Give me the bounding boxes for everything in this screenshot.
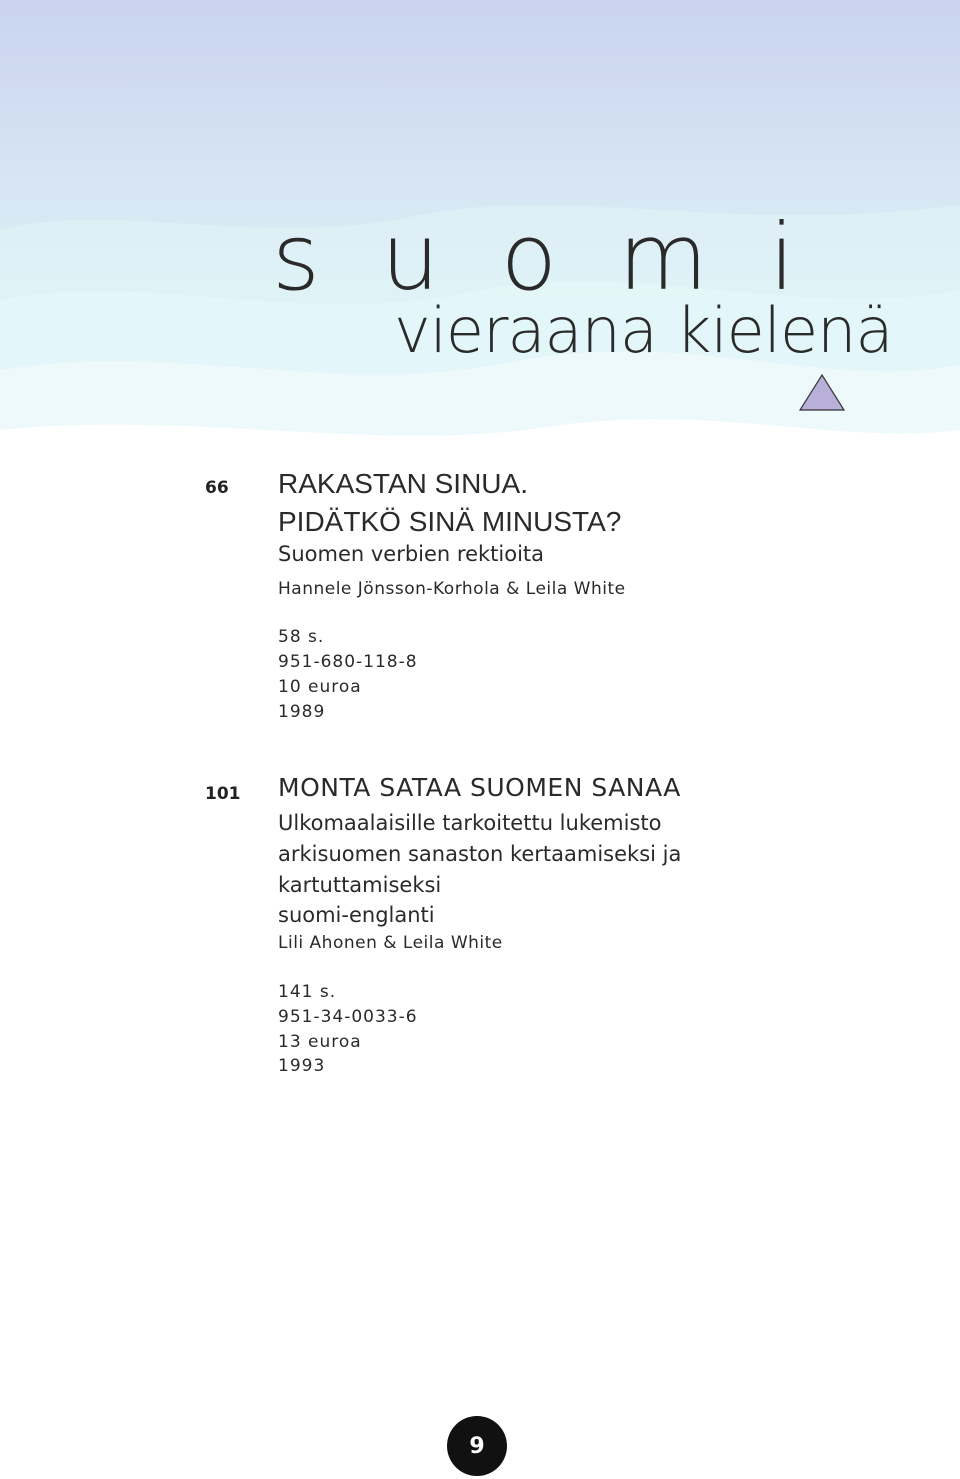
book-description-line-3: kartuttamiseksi: [278, 873, 442, 897]
book-year: 1989: [278, 702, 326, 722]
book-title-line-1: MONTA SATAA SUOMEN SANAA: [278, 773, 681, 802]
series-subtitle: vieraana kielenä: [394, 294, 893, 367]
book-price: 10 euroa: [278, 677, 362, 697]
book-title-line-2: PIDÄTKÖ SINÄ MINUSTA?: [278, 506, 622, 537]
book-number: 66: [205, 478, 229, 498]
book-authors: Hannele Jönsson-Korhola & Leila White: [278, 579, 626, 599]
book-description-line-4: suomi-englanti: [278, 903, 435, 927]
series-title: s u o m i: [272, 204, 811, 311]
book-pages: 58 s.: [278, 627, 325, 647]
book-description-line-2: arkisuomen sanaston kertaamiseksi ja: [278, 842, 682, 866]
book-subtitle: Suomen verbien rektioita: [278, 542, 545, 566]
book-isbn: 951-34-0033-6: [278, 1007, 418, 1027]
book-title-line-1: RAKASTAN SINUA.: [278, 468, 528, 499]
book-number: 101: [205, 784, 241, 804]
book-authors: Lili Ahonen & Leila White: [278, 933, 503, 953]
book-isbn: 951-680-118-8: [278, 652, 418, 672]
book-year: 1993: [278, 1056, 326, 1076]
triangle-icon: [798, 373, 846, 413]
book-pages: 141 s.: [278, 982, 337, 1002]
book-description-line-1: Ulkomaalaisille tarkoitettu lukemisto: [278, 811, 662, 835]
book-price: 13 euroa: [278, 1032, 362, 1052]
page-number: 9: [447, 1416, 507, 1476]
